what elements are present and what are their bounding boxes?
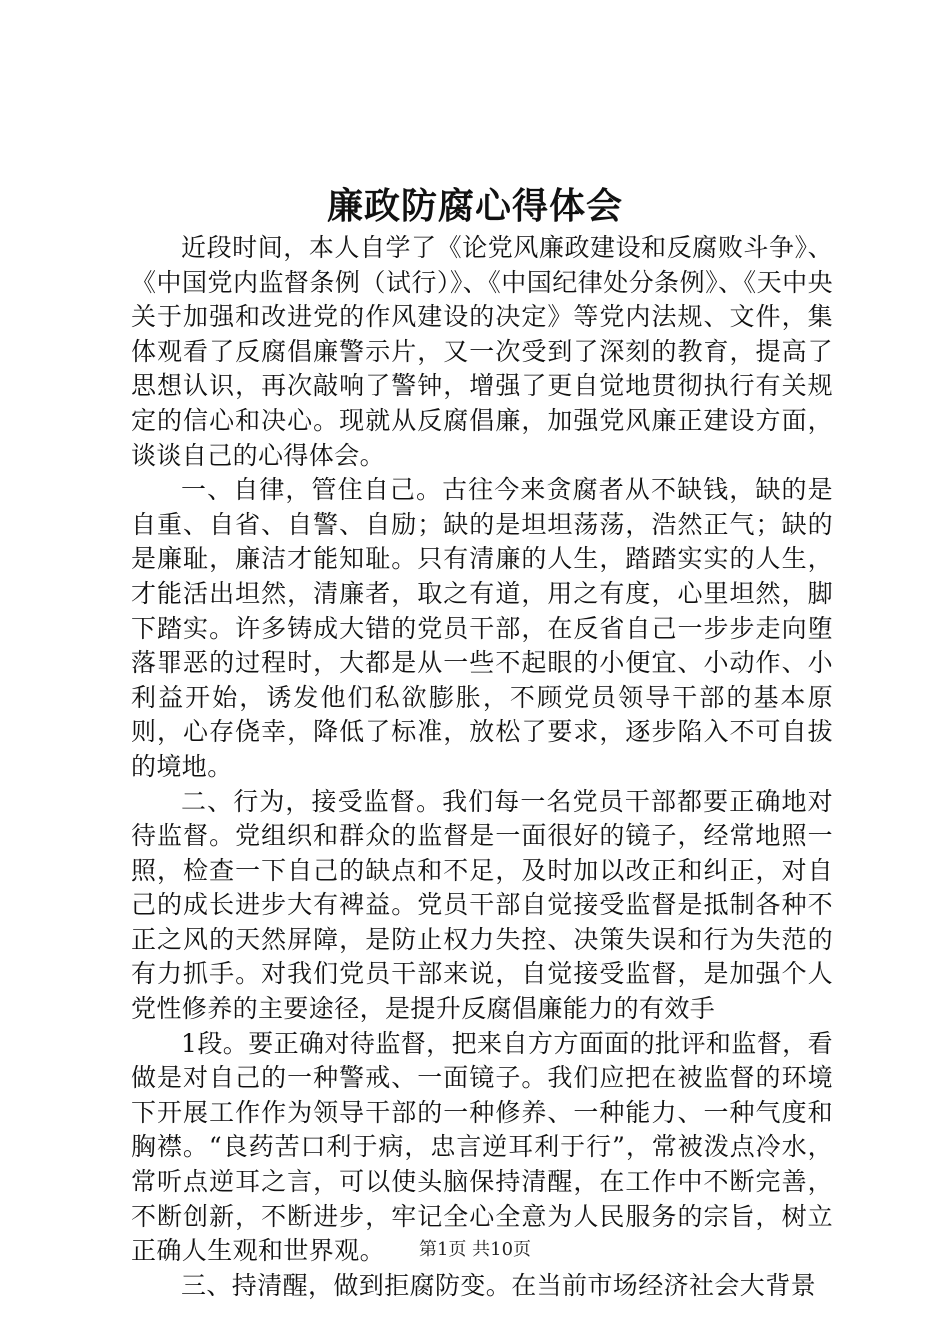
paragraph-supervision-continued: 1段。要正确对待监督，把来自方方面面的批评和监督，看做是对自己的一种警戒、一面镜子。我们应把在被监督的环境下开展工作作为领导干部的一种修养、一种能力、一种气度和胸襟。“良药苦口利于病，忠言逆耳利于行”，常被泼点冷水，常听点逆耳之言，可以使头脑保持清醒，在工作中不断完善，不断创新，不断进步，牢记全心全意为人民服务的宗旨，树立正确人生观和世界观。: [131, 1028, 833, 1266]
paragraph-self-discipline: 一、自律，管住自己。古往今来贪腐者从不缺钱，缺的是自重、自省、自警、自励；缺的是坦坦荡荡，浩然正气；缺的是廉耻，廉洁才能知耻。只有清廉的人生，踏踏实实的人生，才能活出坦然，清廉者，取之有道，用之有度，心里坦然，脚下踏实。许多铸成大错的党员干部，在反省自己一步步走向堕落罪恶的过程时，大都是从一些不起眼的小便宜、小动作、小利益开始，诱发他们私欲膨胀，不顾党员领导干部的基本原则，心存侥幸，降低了标准，放松了要求，逐步陷入不可自拔的境地。: [131, 475, 833, 781]
document-body: [131, 231, 833, 1303]
paragraph-accept-supervision: 二、行为，接受监督。我们每一名党员干部都要正确地对待监督。党组织和群众的监督是一面很好的镜子，经常地照一照，检查一下自己的缺点和不足，及时加以改正和纠正，对自己的成长进步大有裨益。党员干部自觉接受监督是抵制各种不正之风的天然屏障，是防止权力失控、决策失误和行为失范的有力抓手。对我们党员干部来说，自觉接受监督，是加强个人党性修养的主要途径，是提升反腐倡廉能力的有效手: [131, 786, 833, 1024]
page-footer: [0, 1238, 950, 1262]
page-indicator: 第1页 共10页: [418, 1239, 532, 1260]
document-title: 廉政防腐心得体会: [326, 185, 623, 227]
paragraph-intro: 近段时间，本人自学了《论党风廉政建设和反腐败斗争》、《中国党内监督条例（试行）》、《中国纪律处分条例》、《天中央关于加强和改进党的作风建设的决定》等党内法规、文件，集体观看了反腐倡廉警示片，又一次受到了深刻的教育，提高了思想认识，再次敲响了警钟，增强了更自觉地贯彻执行有关规定的信心和决心。现就从反腐倡廉，加强党风廉正建设方面，谈谈自己的心得体会。: [131, 233, 833, 470]
paragraph-stay-clear-minded: 三、持清醒，做到拒腐防变。在当前市场经济社会大背景: [181, 1270, 817, 1300]
